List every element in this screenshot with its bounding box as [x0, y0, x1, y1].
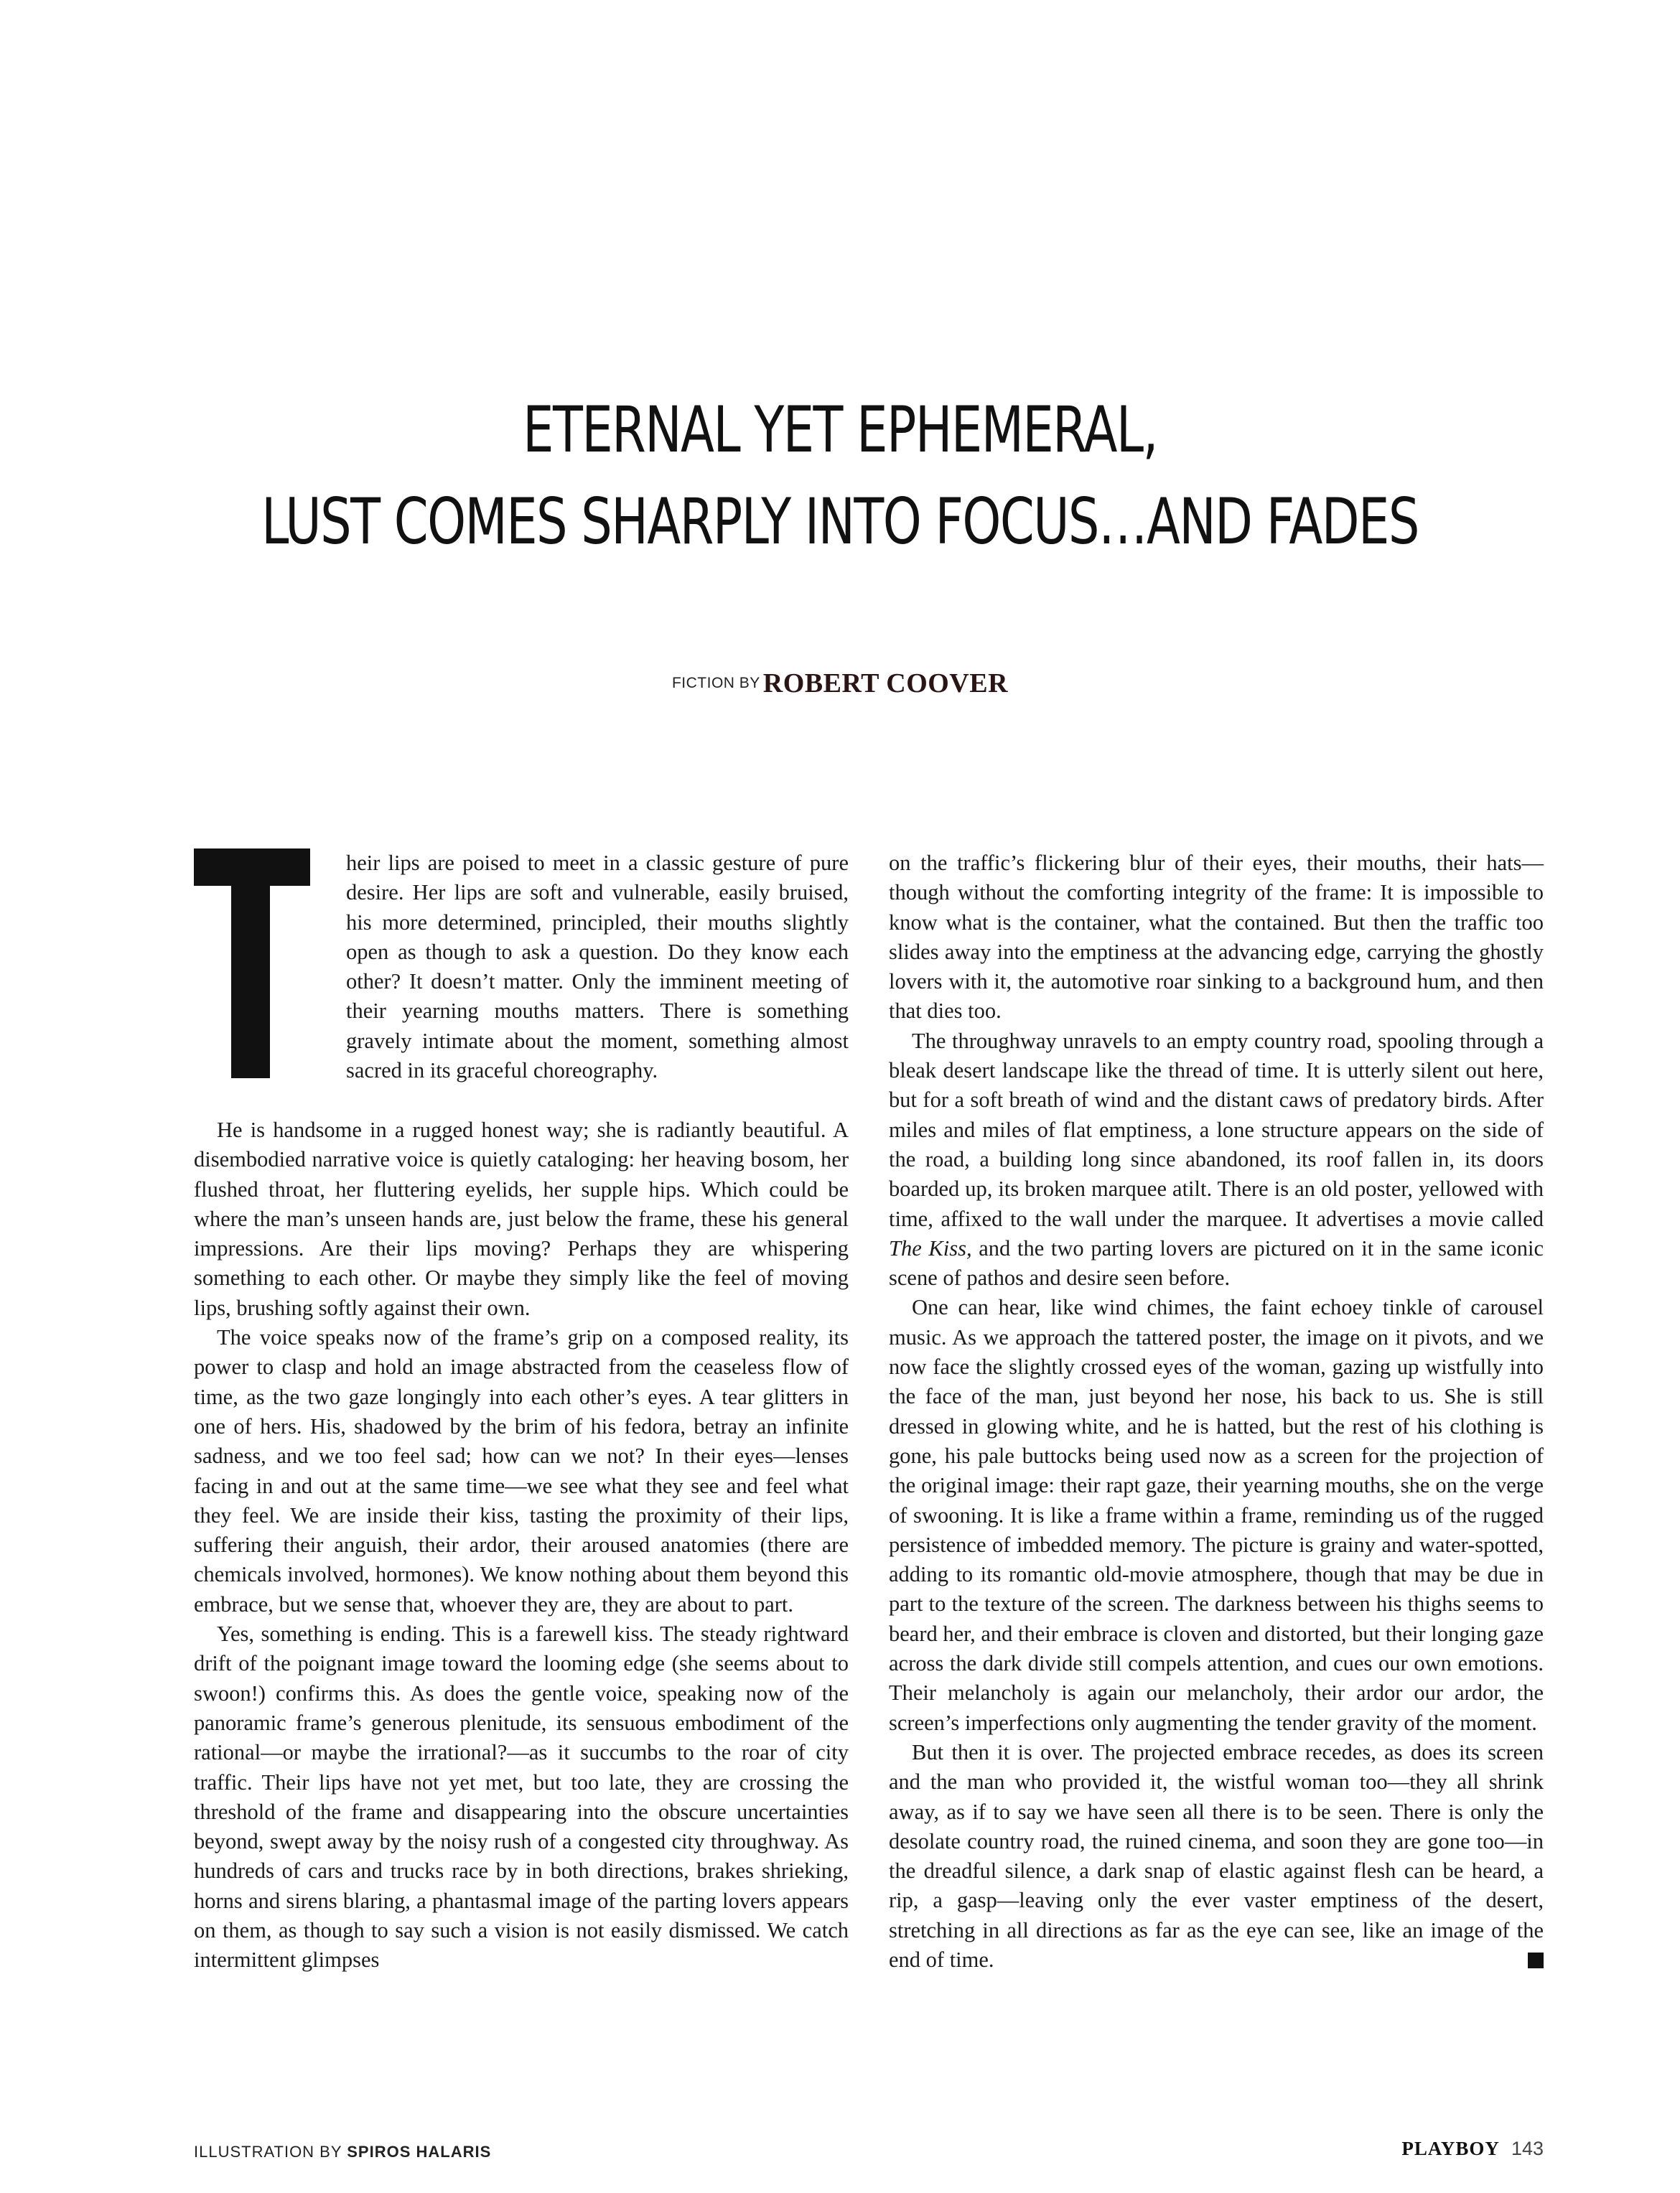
paragraph: [889, 1027, 1544, 1294]
credit-prefix: ILLUSTRATION BY: [194, 2143, 342, 2161]
end-mark-icon: [1528, 1953, 1544, 1968]
movie-title: The Kiss,: [889, 1235, 972, 1261]
byline-prefix: FICTION BY: [671, 675, 760, 691]
article-column-1-opening: [346, 848, 849, 1085]
paragraph-text: The throughway unravels to an empty country road, spooling through a bleak desert landscape like the thread of time. It is utterly silent out here, but for a soft breath of wind and the distant caws of predatory birds. After miles and miles of flat emptiness, a lone structure appears on the side of the road, a building long since abandoned, its roof fallen in, its doors boarded up, its broken marquee atilt. There is an old poster, yellowed with time, affixed to the wall under the marquee. It advertises a movie called: [889, 1028, 1544, 1231]
illustration-credit: [194, 2143, 491, 2161]
headline-line-2: LUST COMES SHARPLY INTO FOCUS…AND FADES: [261, 485, 1419, 558]
paragraph-opening: heir lips are poised to meet in a classic gesture of pure desire. Her lips are soft and vulnerable, easily bruised, his more determined, principled, their mouths slightly open as though to ask a question. Do they know each other? It doesn’t matter. Only the imminent meeting of their yearning mouths matters. There is something gravely intimate about the moment, something almost sacred in its graceful choreography.: [346, 851, 849, 1083]
paragraph-text: But then it is over. The projected embrace recedes, as does its screen and the man who provided it, the wistful woman too—they all shrink away, as if to say we have seen all there is to be seen. There is only the desolate country road, the ruined cinema, and soon they are gone too—in the dreadful silence, a dark snap of elastic against flesh can be heard, a rip, a gasp—leaving only the ever vaster emptiness of the desert, stretching in all directions as far as the eye can see, like an image of the end of time.: [889, 1739, 1544, 1972]
paragraph: One can hear, like wind chimes, the faint echoey tinkle of carousel music. As we approach the tattered poster, the image on it pivots, and we now face the slightly crossed eyes of the woman, gazing up wistfully into the face of the man, just beyond her nose, his back to us. She is still dressed in glowing white, and he is hatted, but the rest of his clothing is gone, his pale buttocks being used now as a screen for the projection of the original image: their rapt gaze, their yearning mouths, she on the verge of swooning. It is like a frame within a frame, reminding us of the rugged persistence of imbedded memory. The picture is grainy and water-spotted, adding to its romantic old-movie atmosphere, though that may be due in part to the texture of the screen. The darkness between his thighs seems to beard her, and their embrace is cloven and distorted, but their longing gaze across the dark divide still compels attention, and cues our own emotions. Their melancholy is again our melancholy, their ardor our ardor, the screen’s imperfections only augmenting the tender gravity of the moment.: [889, 1295, 1544, 1735]
paragraph: Yes, something is ending. This is a farewell kiss. The steady rightward drift of the poignant image toward the looming edge (she seems about to swoon!) confirms this. As does the gentle voice, speaking now of the panoramic frame’s generous plenitude, its sensuous embodiment of the rational—or maybe the irrational?—as it succumbs to the roar of city traffic. Their lips have not yet met, but too late, they are crossing the threshold of the frame and disappearing into the obscure uncertainties beyond, swept away by the noisy rush of a congested city throughway. As hundreds of cars and trucks race by in both directions, brakes shrieking, horns and sirens blaring, a phantasmal image of the parting lovers appears on them, as though to say such a vision is not easily dismissed. We catch intermittent glimpses: [194, 1622, 849, 1973]
headline: [185, 384, 1495, 568]
article-column-1: [194, 1116, 849, 1975]
headline-line-1: ETERNAL YET EPHEMERAL,: [523, 393, 1157, 467]
paragraph-final: [889, 1738, 1544, 1975]
byline-author: ROBERT COOVER: [762, 668, 1009, 698]
paragraph-continued: on the traffic’s flickering blur of their eyes, their mouths, their hats—though without the comforting integrity of the frame: It is impossible to know what is the container, what the contained. But then the traffic too slides away into the emptiness at the advancing edge, carrying the ghostly lovers with it, the automotive roar sinking to a background hum, and then that dies too.: [889, 851, 1544, 1024]
paragraph-text: and the two parting lovers are pictured on it in the same iconic scene of pathos and desire seen before.: [889, 1235, 1544, 1291]
credit-name: SPIROS HALARIS: [347, 2143, 492, 2161]
page-number: 143: [1511, 2138, 1544, 2159]
drop-cap: [194, 848, 310, 1078]
paragraph: He is handsome in a rugged honest way; she is radiantly beautiful. A disembodied narrative voice is quietly cataloging: her heaving bosom, her flushed throat, her fluttering eyelids, her supple hips. Which could be where the man’s unseen hands are, just below the frame, these his general impressions. Are their lips moving? Perhaps they are whispering something to each other. Or maybe they simply like the feel of moving lips, brushing softly against their own.: [194, 1118, 849, 1320]
article-column-2: [889, 848, 1544, 1975]
byline: [0, 668, 1680, 699]
magazine-brand: PLAYBOY: [1401, 2138, 1500, 2159]
folio: [1401, 2138, 1544, 2160]
paragraph: The voice speaks now of the frame’s grip on a composed reality, its power to clasp and hold an image abstracted from the ceaseless flow of time, as the two gaze longingly into each other’s eyes. A tear glitters in one of hers. His, shadowed by the brim of his fedora, betray an infinite sadness, and we too feel sad; how can we not? In their eyes—lenses facing in and out at the same time—we see what they see and feel what they feel. We are inside their kiss, tasting the proximity of their lips, suffering their anguish, their ardor, their aroused anatomies (there are chemicals involved, hormones). We know nothing about them beyond this embrace, but we sense that, whoever they are, they are about to part.: [194, 1325, 849, 1617]
